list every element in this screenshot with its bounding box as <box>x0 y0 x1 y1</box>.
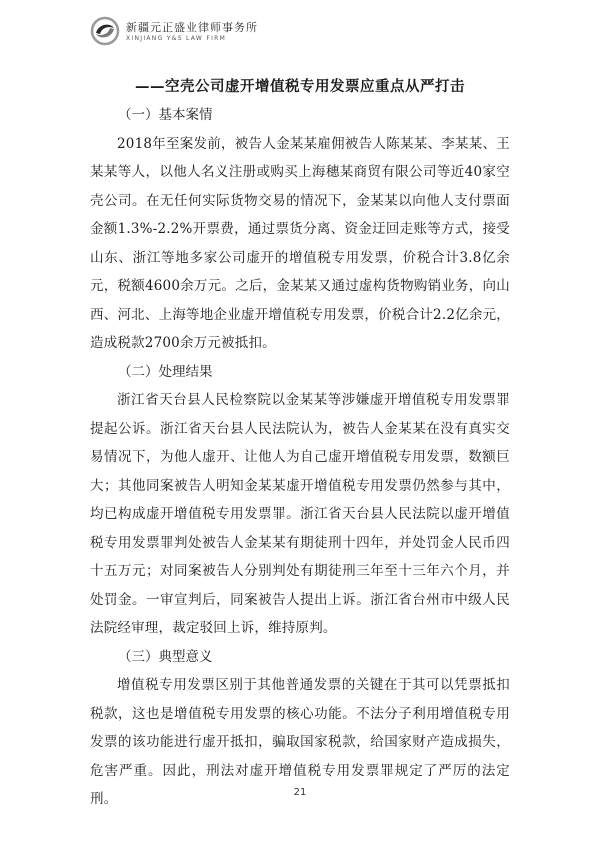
paragraph-result: 浙江省天台县人民检察院以金某某等涉嫌虚开增值税专用发票罪提起公诉。浙江省天台县人民法院认为，被告人金某某在没有真实交易情况下，为他人虚开、让他人为自己虚开增值税专用发票，数额巨大；其他同案被告人明知金某某虚开增值税专用发票仍然参与其中，均已构成虚开增值税专用发票罪。浙江省天台县人民法院以虚开增值税专用发票罪判处被告人金某某有期徒刑十四年，并处罚金人民币四十五万元；对同案被告人分别判处有期徒刑三年至十三年六个月，并处罚金。一审宣判后，同案被告人提出上诉。浙江省台州市中级人民法院经审理，裁定驳回上诉，维持原判。 <box>90 392 510 636</box>
section-heading-significance: （三）典型意义 <box>118 648 213 665</box>
firm-name-cn: 新疆元正盛业律师事务所 <box>126 21 258 34</box>
letterhead <box>90 14 390 48</box>
section-heading-result: （二）处理结果 <box>118 363 213 380</box>
page-number: 21 <box>293 787 307 798</box>
paragraph-basic-facts: 2018年至案发前，被告人金某某雇佣被告人陈某某、李某某、王某某等人，以他人名义注册或购买上海穗某商贸有限公司等近40家空壳公司。在无任何实际货物交易的情况下，金某某以向他人支付票面金额1.3%-2.2%开票费，通过票货分离、资金迂回走账等方式，接受山东、浙江等地多家公司虚开的增值税专用发票，价税合计3.8亿余元，税额4600余万元。之后，金某某又通过虚构货物购销业务，向山西、河北、上海等地企业虚开增值税专用发票，价税合计2.2亿余元，造成税款2700余万元被抵扣。 <box>90 135 510 351</box>
firm-name-en: XINJIANG Y&S LAW FIRM <box>126 35 227 42</box>
document-body <box>90 101 510 814</box>
section-heading-basic-facts: （一）基本案情 <box>118 107 213 123</box>
swirl-logo-icon <box>90 16 120 46</box>
paragraph-significance: 增值税专用发票区别于其他普通发票的关键在于其可以凭票抵扣税款，这也是增值税专用发票的核心功能。不法分子利用增值税专用发票的该功能进行虚开抵扣，骗取国家税款，给国家财产造成损失，危害严重。因此，刑法对虚开增值税专用发票罪规定了严厉的法定刑。 <box>90 677 510 807</box>
document-title: ——空壳公司虚开增值税专用发票应重点从严打击 <box>135 79 465 95</box>
